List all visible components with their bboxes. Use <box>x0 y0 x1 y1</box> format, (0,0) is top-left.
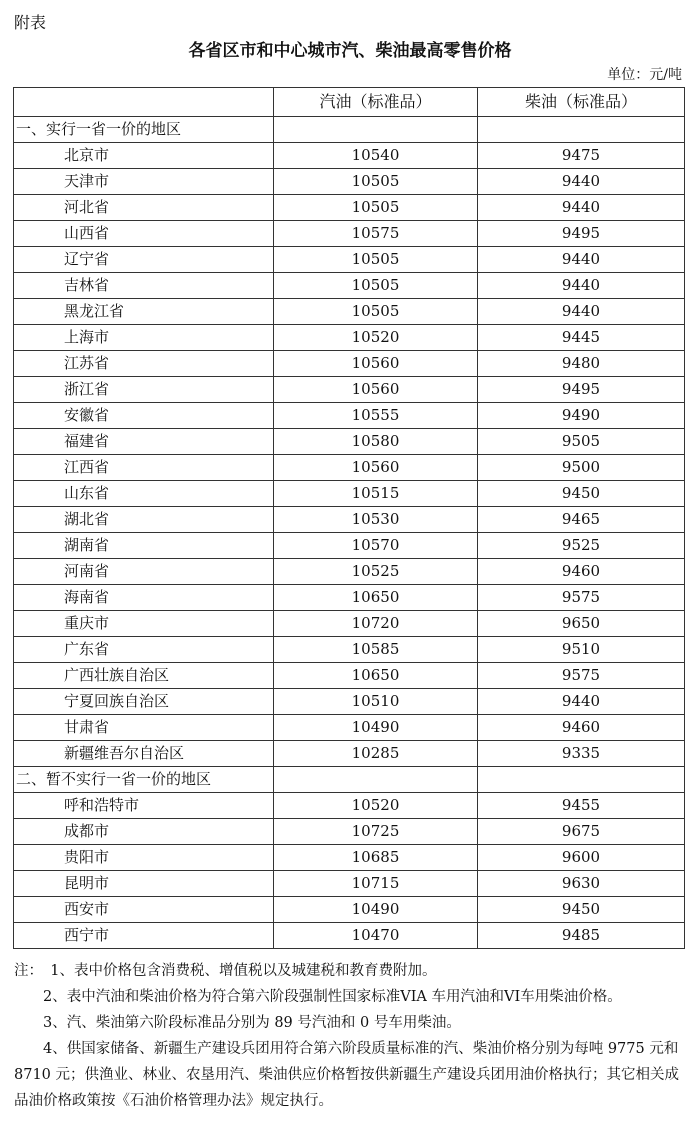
section-heading: 二、暂不实行一省一价的地区 <box>14 767 274 793</box>
gasoline-price: 10505 <box>274 169 478 195</box>
region-name: 广西壮族自治区 <box>14 663 274 689</box>
diesel-price: 9440 <box>478 195 685 221</box>
region-name: 山西省 <box>14 221 274 247</box>
section-row <box>14 117 685 143</box>
gasoline-price: 10520 <box>274 793 478 819</box>
region-name: 宁夏回族自治区 <box>14 689 274 715</box>
gasoline-price: 10525 <box>274 559 478 585</box>
diesel-price: 9440 <box>478 273 685 299</box>
gasoline-price: 10490 <box>274 715 478 741</box>
region-name: 西安市 <box>14 897 274 923</box>
diesel-price: 9675 <box>478 819 685 845</box>
region-name: 山东省 <box>14 481 274 507</box>
table-row <box>14 637 685 663</box>
region-name: 天津市 <box>14 169 274 195</box>
gasoline-price: 10510 <box>274 689 478 715</box>
notes <box>14 958 686 1114</box>
table-row <box>14 585 685 611</box>
region-name: 浙江省 <box>14 377 274 403</box>
diesel-price: 9445 <box>478 325 685 351</box>
gasoline-price: 10530 <box>274 507 478 533</box>
region-name: 贵阳市 <box>14 845 274 871</box>
region-name: 呼和浩特市 <box>14 793 274 819</box>
table-row <box>14 871 685 897</box>
table-row <box>14 377 685 403</box>
diesel-price: 9490 <box>478 403 685 429</box>
gasoline-price: 10570 <box>274 533 478 559</box>
region-name: 辽宁省 <box>14 247 274 273</box>
diesel-price: 9460 <box>478 715 685 741</box>
table-row <box>14 221 685 247</box>
diesel-price: 9500 <box>478 455 685 481</box>
diesel-price: 9485 <box>478 923 685 949</box>
gasoline-price: 10490 <box>274 897 478 923</box>
gasoline-price: 10505 <box>274 299 478 325</box>
unit-label: 单位：元/吨 <box>607 67 682 83</box>
section-empty-cell <box>274 117 478 143</box>
region-name: 甘肃省 <box>14 715 274 741</box>
diesel-price: 9440 <box>478 169 685 195</box>
section-empty-cell <box>478 117 685 143</box>
region-name: 西宁市 <box>14 923 274 949</box>
gasoline-price: 10520 <box>274 325 478 351</box>
gasoline-price: 10715 <box>274 871 478 897</box>
table-row <box>14 143 685 169</box>
table-row <box>14 507 685 533</box>
gasoline-price: 10575 <box>274 221 478 247</box>
table-row <box>14 169 685 195</box>
table-header-row <box>14 88 685 117</box>
diesel-price: 9575 <box>478 663 685 689</box>
attachment-label: 附表 <box>14 13 47 32</box>
table-row <box>14 819 685 845</box>
table-row <box>14 273 685 299</box>
table-row <box>14 533 685 559</box>
table-row <box>14 429 685 455</box>
table-row <box>14 741 685 767</box>
gasoline-price: 10560 <box>274 455 478 481</box>
table-row <box>14 923 685 949</box>
diesel-price: 9525 <box>478 533 685 559</box>
gasoline-price: 10585 <box>274 637 478 663</box>
diesel-price: 9335 <box>478 741 685 767</box>
table-row <box>14 455 685 481</box>
region-name: 黑龙江省 <box>14 299 274 325</box>
table-row <box>14 351 685 377</box>
diesel-price: 9510 <box>478 637 685 663</box>
region-name: 江苏省 <box>14 351 274 377</box>
region-name: 北京市 <box>14 143 274 169</box>
note-4: 4、供国家储备、新疆生产建设兵团用符合第六阶段质量标准的汽、柴油价格分别为每吨 9775 元和 8710 元；供渔业、林业、农垦用汽、柴油供应价格暂按供新疆生产建设兵团用油价格执行；其它相关成品油价格政策按《石油价格管理办法》规定执行。 <box>14 1041 680 1109</box>
region-name: 上海市 <box>14 325 274 351</box>
gasoline-price: 10720 <box>274 611 478 637</box>
header-region <box>14 88 274 117</box>
note-1: 注： 1、表中价格包含消费税、增值税以及城建税和教育费附加。 <box>14 963 437 979</box>
region-name: 广东省 <box>14 637 274 663</box>
diesel-price: 9650 <box>478 611 685 637</box>
diesel-price: 9505 <box>478 429 685 455</box>
diesel-price: 9575 <box>478 585 685 611</box>
region-name: 江西省 <box>14 455 274 481</box>
note-2: 2、表中汽油和柴油价格为符合第六阶段强制性国家标准VIA 车用汽油和VI车用柴油价格。 <box>43 989 622 1005</box>
table-row <box>14 299 685 325</box>
diesel-price: 9600 <box>478 845 685 871</box>
diesel-price: 9495 <box>478 221 685 247</box>
header-gasoline: 汽油（标准品） <box>274 88 478 117</box>
diesel-price: 9440 <box>478 299 685 325</box>
section-heading: 一、实行一省一价的地区 <box>14 117 274 143</box>
region-name: 新疆维吾尔自治区 <box>14 741 274 767</box>
table-row <box>14 663 685 689</box>
diesel-price: 9475 <box>478 143 685 169</box>
table-row <box>14 481 685 507</box>
region-name: 河北省 <box>14 195 274 221</box>
table-row <box>14 897 685 923</box>
region-name: 昆明市 <box>14 871 274 897</box>
diesel-price: 9450 <box>478 481 685 507</box>
region-name: 福建省 <box>14 429 274 455</box>
price-table <box>13 87 685 949</box>
diesel-price: 9455 <box>478 793 685 819</box>
diesel-price: 9460 <box>478 559 685 585</box>
diesel-price: 9630 <box>478 871 685 897</box>
gasoline-price: 10685 <box>274 845 478 871</box>
section-row <box>14 767 685 793</box>
table-row <box>14 715 685 741</box>
table-row <box>14 611 685 637</box>
region-name: 海南省 <box>14 585 274 611</box>
gasoline-price: 10505 <box>274 273 478 299</box>
page-title: 各省区市和中心城市汽、柴油最高零售价格 <box>188 41 512 61</box>
gasoline-price: 10285 <box>274 741 478 767</box>
gasoline-price: 10515 <box>274 481 478 507</box>
gasoline-price: 10725 <box>274 819 478 845</box>
region-name: 湖北省 <box>14 507 274 533</box>
gasoline-price: 10560 <box>274 351 478 377</box>
region-name: 安徽省 <box>14 403 274 429</box>
diesel-price: 9480 <box>478 351 685 377</box>
gasoline-price: 10580 <box>274 429 478 455</box>
gasoline-price: 10505 <box>274 247 478 273</box>
gasoline-price: 10650 <box>274 585 478 611</box>
header-diesel: 柴油（标准品） <box>478 88 685 117</box>
table-row <box>14 403 685 429</box>
diesel-price: 9450 <box>478 897 685 923</box>
gasoline-price: 10555 <box>274 403 478 429</box>
diesel-price: 9440 <box>478 689 685 715</box>
region-name: 重庆市 <box>14 611 274 637</box>
table-row <box>14 247 685 273</box>
section-empty-cell <box>478 767 685 793</box>
region-name: 河南省 <box>14 559 274 585</box>
gasoline-price: 10540 <box>274 143 478 169</box>
table-row <box>14 793 685 819</box>
gasoline-price: 10505 <box>274 195 478 221</box>
diesel-price: 9495 <box>478 377 685 403</box>
diesel-price: 9465 <box>478 507 685 533</box>
gasoline-price: 10470 <box>274 923 478 949</box>
table-row <box>14 325 685 351</box>
gasoline-price: 10560 <box>274 377 478 403</box>
section-empty-cell <box>274 767 478 793</box>
region-name: 湖南省 <box>14 533 274 559</box>
region-name: 成都市 <box>14 819 274 845</box>
note-3: 3、汽、柴油第六阶段标准品分别为 89 号汽油和 0 号车用柴油。 <box>43 1015 461 1031</box>
gasoline-price: 10650 <box>274 663 478 689</box>
table-row <box>14 195 685 221</box>
table-row <box>14 559 685 585</box>
diesel-price: 9440 <box>478 247 685 273</box>
region-name: 吉林省 <box>14 273 274 299</box>
table-row <box>14 845 685 871</box>
table-row <box>14 689 685 715</box>
